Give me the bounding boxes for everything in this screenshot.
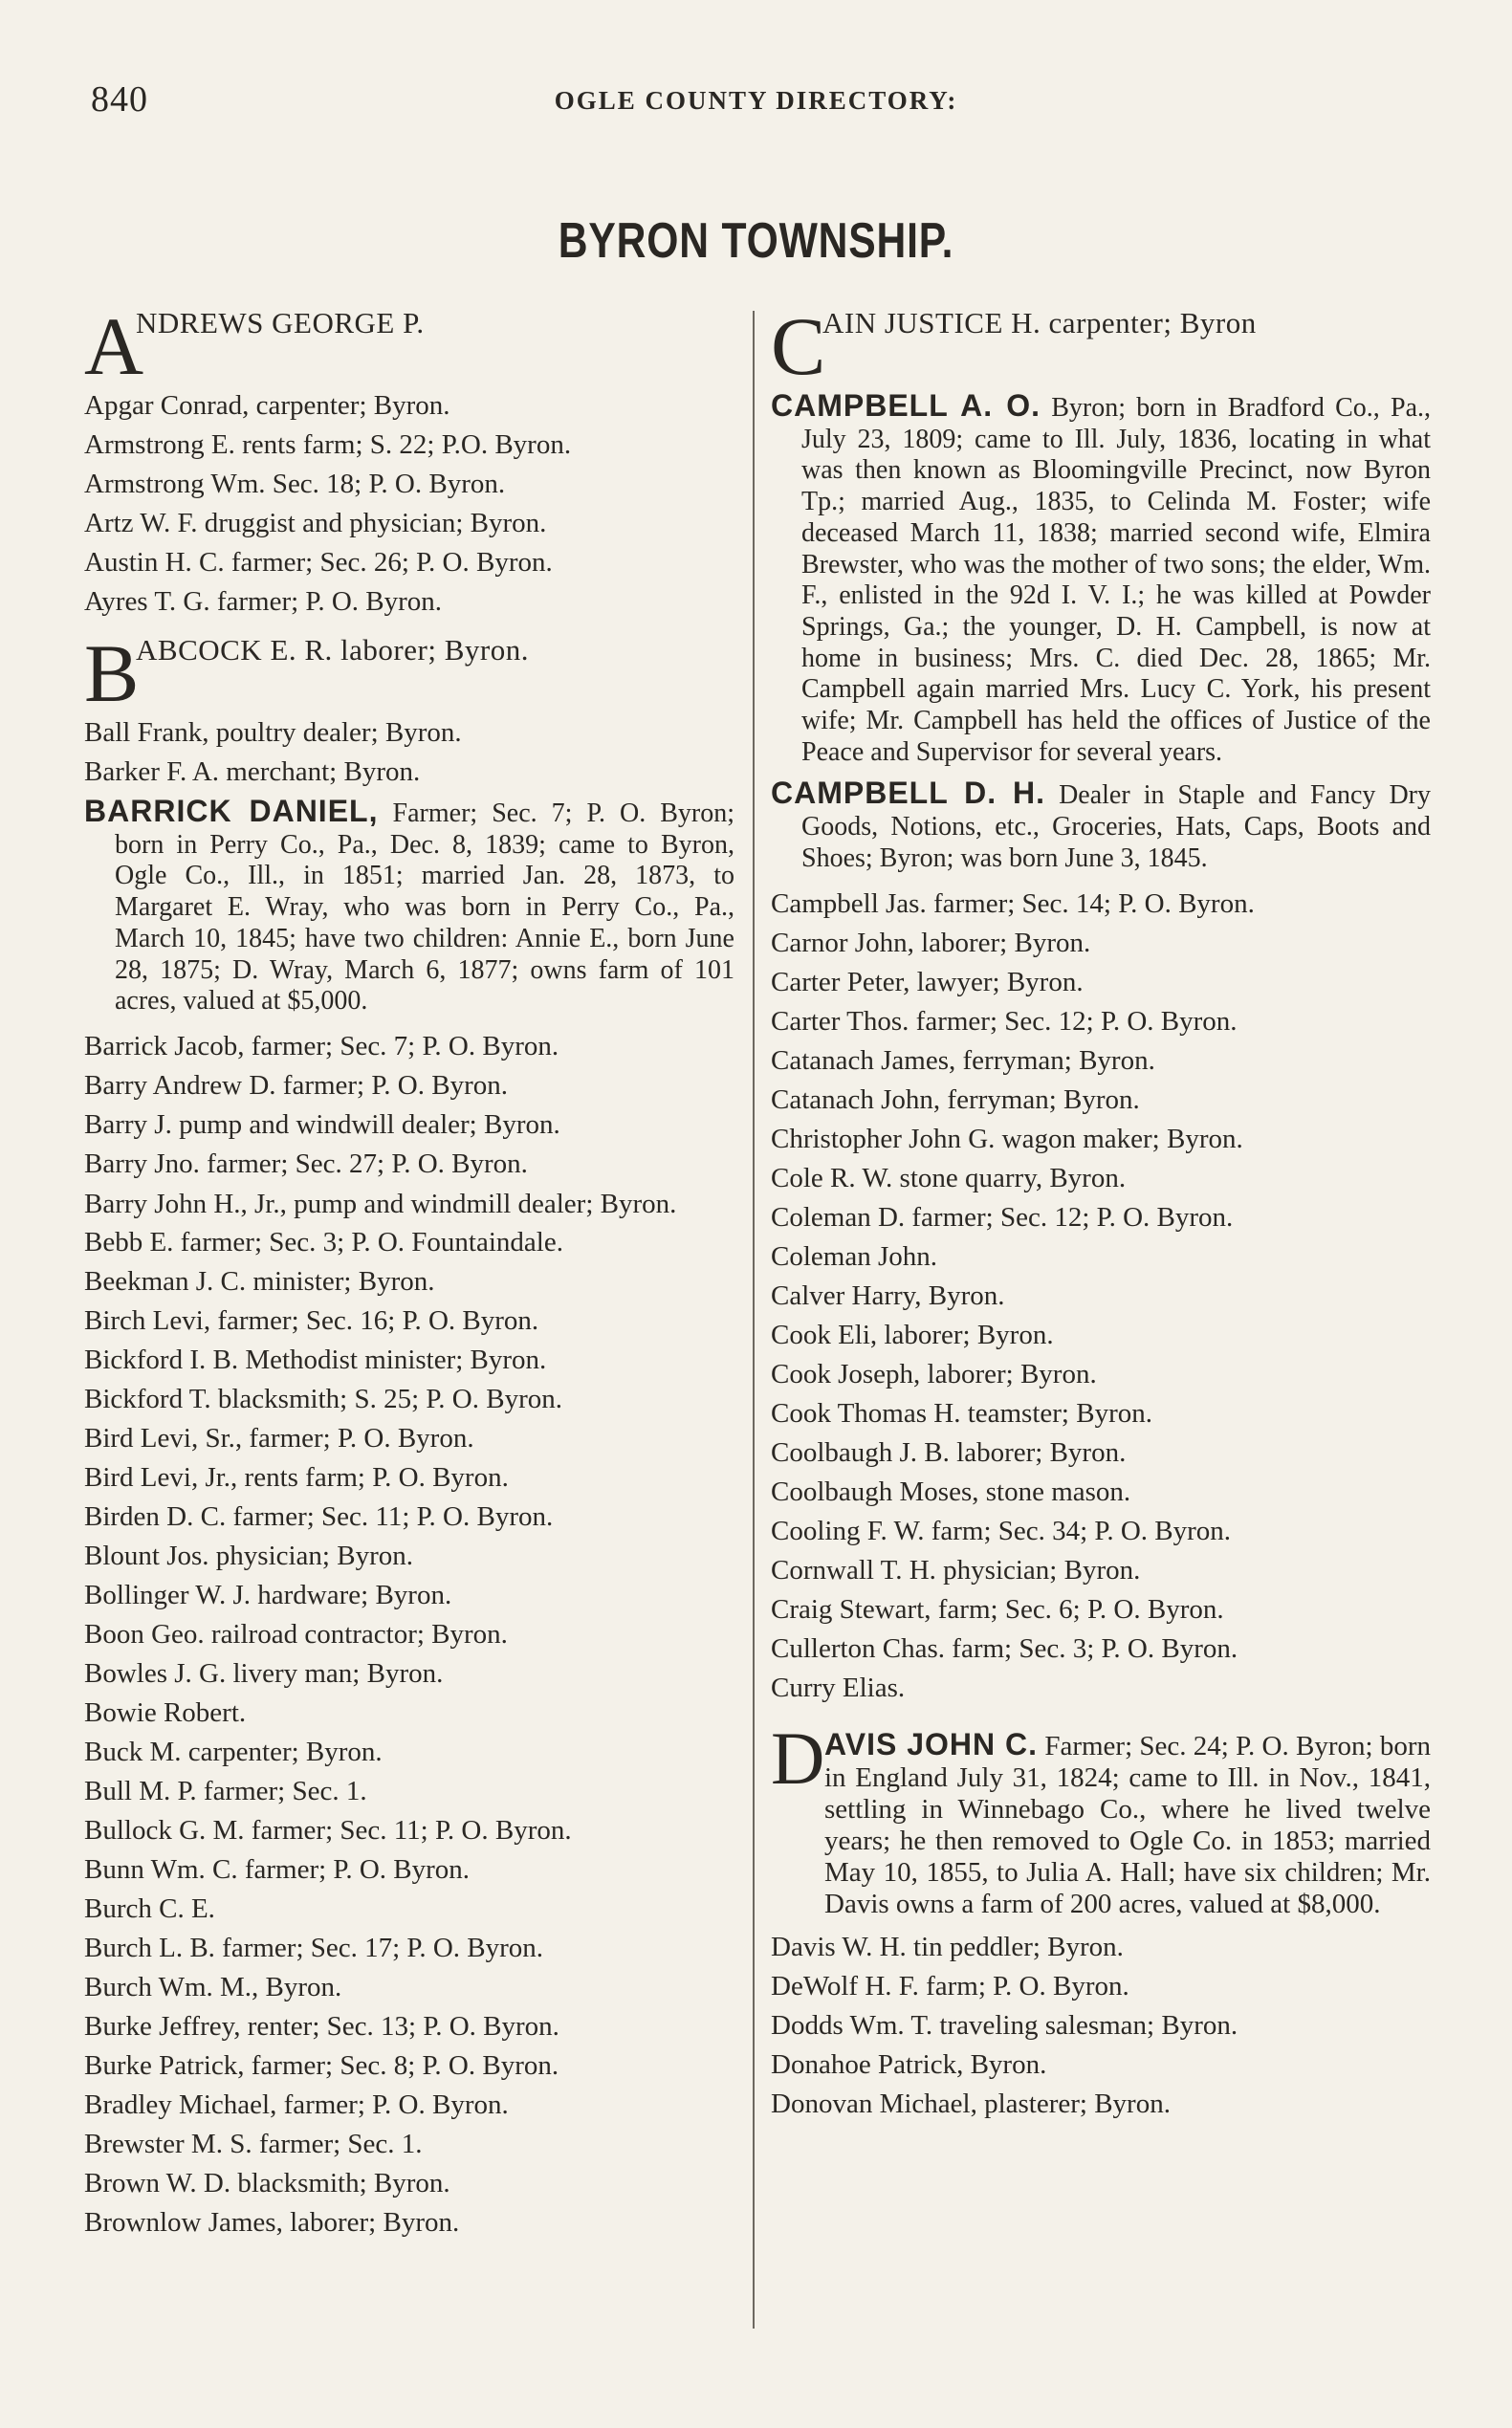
list-item: Campbell Jas. farmer; Sec. 14; P. O. Byron. <box>771 887 1255 919</box>
list-item: Brown W. D. blacksmith; Byron. <box>84 2167 450 2198</box>
list-item: Brewster M. S. farmer; Sec. 1. <box>84 2128 423 2159</box>
campbell-a-biography <box>771 390 1431 768</box>
list-item: Burch Wm. M., Byron. <box>84 1971 342 2002</box>
campbell-d-name: CAMPBELL D. H. <box>771 776 1046 811</box>
list-item: Buck M. carpenter; Byron. <box>84 1736 383 1767</box>
drop-cap-b: B <box>84 627 140 719</box>
cain-heading-text: AIN JUSTICE H. carpenter; Byron <box>822 306 1257 339</box>
left-column <box>84 300 735 2242</box>
list-item: Christopher John G. wagon maker; Byron. <box>771 1123 1243 1154</box>
list-item: Cornwall T. H. physician; Byron. <box>771 1554 1141 1586</box>
list-item: Dodds Wm. T. traveling salesman; Byron. <box>771 2009 1238 2041</box>
section-c-heading <box>771 300 1431 392</box>
list-item: Davis W. H. tin peddler; Byron. <box>771 1931 1124 1962</box>
list-item: Austin H. C. farmer; Sec. 26; P. O. Byron. <box>84 547 553 578</box>
list-item: Ayres T. G. farmer; P. O. Byron. <box>84 586 443 617</box>
list-item: Burke Jeffrey, renter; Sec. 13; P. O. Byron. <box>84 2010 559 2042</box>
list-item: Birch Levi, farmer; Sec. 16; P. O. Byron. <box>84 1304 539 1336</box>
list-item: Calver Harry, Byron. <box>771 1280 1005 1311</box>
list-item: Boon Geo. railroad contractor; Byron. <box>84 1618 508 1650</box>
list-item: DeWolf H. F. farm; P. O. Byron. <box>771 1970 1129 2001</box>
list-item: Cooling F. W. farm; Sec. 34; P. O. Byron. <box>771 1515 1232 1546</box>
list-item: Armstrong E. rents farm; S. 22; P.O. Byron. <box>84 429 572 460</box>
list-item: Blount Jos. physician; Byron. <box>84 1540 413 1571</box>
list-item: Barry Jno. farmer; Sec. 27; P. O. Byron. <box>84 1148 528 1179</box>
list-item: Bullock G. M. farmer; Sec. 11; P. O. Byron. <box>84 1814 572 1846</box>
list-item: Catanach James, ferryman; Byron. <box>771 1044 1155 1076</box>
list-item: Barrick Jacob, farmer; Sec. 7; P. O. Byron. <box>84 1030 559 1061</box>
list-item: Cook Eli, laborer; Byron. <box>771 1319 1054 1350</box>
list-item: Carter Thos. farmer; Sec. 12; P. O. Byron. <box>771 1005 1238 1037</box>
list-item: Apgar Conrad, carpenter; Byron. <box>84 390 450 421</box>
list-item: Bickford I. B. Methodist minister; Byron. <box>84 1344 547 1375</box>
page-title: BYRON TOWNSHIP. <box>558 213 954 269</box>
list-item: Coleman D. farmer; Sec. 12; P. O. Byron. <box>771 1201 1234 1233</box>
list-item: Carter Peter, lawyer; Byron. <box>771 966 1084 997</box>
list-item: Coolbaugh Moses, stone mason. <box>771 1476 1131 1507</box>
barrick-name: BARRICK DANIEL, <box>84 794 379 828</box>
section-a-heading <box>84 300 734 392</box>
list-item: Coleman John. <box>771 1240 937 1272</box>
list-item: Donovan Michael, plasterer; Byron. <box>771 2088 1171 2119</box>
list-item: Barry J. pump and windwill dealer; Byron. <box>84 1108 560 1140</box>
list-item: Coolbaugh J. B. laborer; Byron. <box>771 1436 1127 1468</box>
list-item: Burch L. B. farmer; Sec. 17; P. O. Byron. <box>84 1932 544 1963</box>
list-item: Birden D. C. farmer; Sec. 11; P. O. Byron. <box>84 1500 554 1532</box>
list-item: Cole R. W. stone quarry, Byron. <box>771 1162 1127 1193</box>
campbell-a-text: Byron; born in Bradford Co., Pa., July 23, 1809; came to Ill. July, 1836, locating in what was then known as Bloomingville Precinct, now Byron Tp.; married Aug., 1835, to Celinda M. Foster; wife deceased March 11, 1838; married second wife, Elmira Brewster, who was the mother of two sons; the elder, Wm. F., enlisted in the 92d I. V. I.; he was killed at Powder Springs, Ga.; the younger, D. H. Campbell, is now at home in business; Mrs. C. died Dec. 28, 1865; Mr. Campbell again married Mrs. Lucy C. York, his present wife; Mr. Campbell has held the offices of Justice of the Peace and Supervisor for several years. <box>801 393 1432 767</box>
list-item: Bird Levi, Jr., rents farm; P. O. Byron. <box>84 1461 509 1493</box>
right-column <box>771 300 1432 2124</box>
drop-cap-a: A <box>84 300 144 392</box>
list-item: Bebb E. farmer; Sec. 3; P. O. Fountaindale. <box>84 1226 563 1258</box>
list-item: Barry John H., Jr., pump and windmill dealer; Byron. <box>84 1188 677 1219</box>
andrews-heading-text: NDREWS GEORGE P. <box>136 306 425 339</box>
barrick-biography <box>84 796 734 1017</box>
list-item: Carnor John, laborer; Byron. <box>771 927 1091 958</box>
list-item: Craig Stewart, farm; Sec. 6; P. O. Byron. <box>771 1593 1224 1625</box>
list-item: Bickford T. blacksmith; S. 25; P. O. Byron. <box>84 1383 562 1414</box>
list-item: Cullerton Chas. farm; Sec. 3; P. O. Byron. <box>771 1632 1238 1664</box>
column-divider <box>753 311 755 2329</box>
drop-cap-d: D <box>771 1716 825 1800</box>
list-item: Bollinger W. J. hardware; Byron. <box>84 1579 452 1610</box>
list-item: Bradley Michael, farmer; P. O. Byron. <box>84 2089 509 2120</box>
list-item: Catanach John, ferryman; Byron. <box>771 1083 1140 1115</box>
davis-text: Farmer; Sec. 24; P. O. Byron; born in England July 31, 1824; came to Ill. in Nov., 1841, settling in Winnebago Co., where he lived twelve years; he then removed to Ogle Co. in 1853; married May 10, 1855, to Julia A. Hall; have six children; Mr. Davis owns a farm of 200 acres, valued at $8,000. <box>824 1730 1432 1919</box>
list-item: Armstrong Wm. Sec. 18; P. O. Byron. <box>84 469 506 499</box>
campbell-a-name: CAMPBELL A. O. <box>771 388 1041 423</box>
list-item: Bunn Wm. C. farmer; P. O. Byron. <box>84 1853 471 1885</box>
list-item: Beekman J. C. minister; Byron. <box>84 1265 435 1297</box>
list-item: Curry Elias. <box>771 1672 906 1703</box>
running-head: OGLE COUNTY DIRECTORY: <box>554 86 958 115</box>
list-item: Donahoe Patrick, Byron. <box>771 2048 1047 2080</box>
davis-name: AVIS JOHN C. <box>824 1726 1039 1761</box>
list-item: Burch C. E. <box>84 1892 215 1924</box>
list-item: Barry Andrew D. farmer; P. O. Byron. <box>84 1069 508 1101</box>
list-item: Brownlow James, laborer; Byron. <box>84 2206 460 2238</box>
list-item: Ball Frank, poultry dealer; Byron. <box>84 717 462 748</box>
davis-biography <box>771 1716 1432 1920</box>
drop-cap-c: C <box>771 300 826 392</box>
barrick-text: Farmer; Sec. 7; P. O. Byron; born in Perry Co., Pa., Dec. 8, 1839; came to Byron, Ogle Co., Ill., in 1851; married Jan. 28, 1873, to Margaret E. Wray, who was born in Perry Co., Pa., March 10, 1845; have two children: Annie E., born June 28, 1875; D. Wray, March 6, 1877; owns farm of 101 acres, valued at $5,000. <box>115 798 735 1017</box>
list-item: Artz W. F. druggist and physician; Byron. <box>84 508 547 538</box>
page-number: 840 <box>91 79 148 120</box>
list-item: Cook Thomas H. teamster; Byron. <box>771 1397 1152 1429</box>
section-b-heading <box>84 627 734 719</box>
list-item: Cook Joseph, laborer; Byron. <box>771 1358 1097 1389</box>
list-item: Bowie Robert. <box>84 1696 247 1728</box>
list-item: Bird Levi, Sr., farmer; P. O. Byron. <box>84 1422 474 1454</box>
babcock-heading-text: ABCOCK E. R. laborer; Byron. <box>136 633 529 667</box>
campbell-d-text: Dealer in Staple and Fancy Dry Goods, Notions, etc., Groceries, Hats, Caps, Boots and Shoes; Byron; was born June 3, 1845. <box>801 780 1431 873</box>
list-item: Bull M. P. farmer; Sec. 1. <box>84 1775 367 1806</box>
campbell-d-biography <box>771 777 1431 874</box>
list-item: Burke Patrick, farmer; Sec. 8; P. O. Byron. <box>84 2049 559 2081</box>
list-item: Barker F. A. merchant; Byron. <box>84 756 421 787</box>
list-item: Bowles J. G. livery man; Byron. <box>84 1657 444 1689</box>
davis-body <box>771 1726 1432 1920</box>
